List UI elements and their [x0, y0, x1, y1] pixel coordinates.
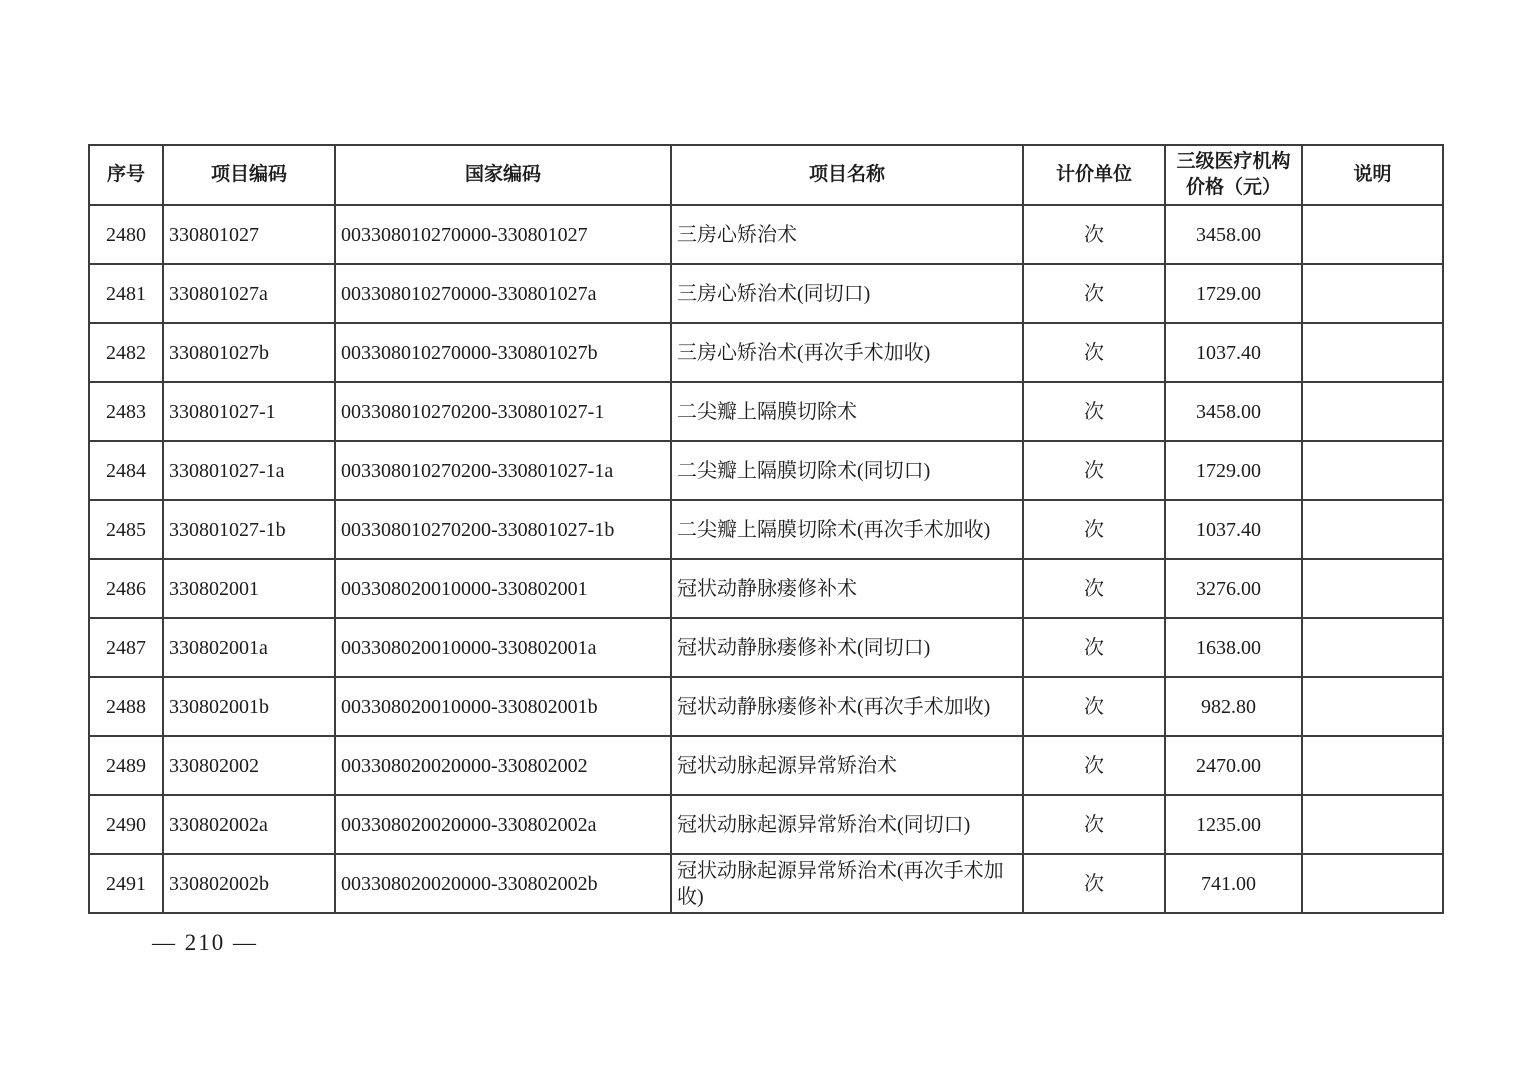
cell-unit: 次 — [1023, 205, 1165, 264]
cell-price: 741.00 — [1165, 854, 1302, 913]
cell-national_code: 003308020010000-330802001b — [335, 677, 671, 736]
cell-national_code: 003308010270200-330801027-1b — [335, 500, 671, 559]
table-row — [89, 854, 1443, 913]
table-row — [89, 323, 1443, 382]
cell-note — [1302, 677, 1443, 736]
cell-seq: 2491 — [89, 854, 163, 913]
cell-note — [1302, 736, 1443, 795]
cell-seq: 2485 — [89, 500, 163, 559]
cell-note — [1302, 205, 1443, 264]
cell-unit: 次 — [1023, 559, 1165, 618]
cell-name: 三房心矫治术(再次手术加收) — [671, 323, 1023, 382]
cell-name: 冠状动脉起源异常矫治术(再次手术加收) — [671, 854, 1023, 913]
cell-name: 冠状动脉起源异常矫治术 — [671, 736, 1023, 795]
cell-project_code: 330802002 — [163, 736, 335, 795]
cell-price: 3458.00 — [1165, 205, 1302, 264]
cell-project_code: 330802002b — [163, 854, 335, 913]
cell-project_code: 330801027 — [163, 205, 335, 264]
page-number: — 210 — — [152, 930, 258, 955]
table-row — [89, 500, 1443, 559]
cell-note — [1302, 854, 1443, 913]
table-row — [89, 264, 1443, 323]
cell-price: 1235.00 — [1165, 795, 1302, 854]
cell-price: 3276.00 — [1165, 559, 1302, 618]
cell-name: 冠状动脉起源异常矫治术(同切口) — [671, 795, 1023, 854]
cell-price: 3458.00 — [1165, 382, 1302, 441]
table-row — [89, 736, 1443, 795]
cell-project_code: 330801027b — [163, 323, 335, 382]
cell-national_code: 003308010270000-330801027a — [335, 264, 671, 323]
table-header — [89, 145, 1443, 205]
header-seq: 序号 — [89, 145, 163, 205]
table-row — [89, 559, 1443, 618]
header-project_code: 项目编码 — [163, 145, 335, 205]
cell-national_code: 003308020010000-330802001a — [335, 618, 671, 677]
cell-note — [1302, 559, 1443, 618]
cell-unit: 次 — [1023, 323, 1165, 382]
cell-project_code: 330801027-1 — [163, 382, 335, 441]
cell-national_code: 003308010270200-330801027-1a — [335, 441, 671, 500]
cell-seq: 2482 — [89, 323, 163, 382]
table-row — [89, 382, 1443, 441]
header-row — [89, 145, 1443, 205]
cell-national_code: 003308020020000-330802002b — [335, 854, 671, 913]
cell-price: 2470.00 — [1165, 736, 1302, 795]
cell-project_code: 330801027-1b — [163, 500, 335, 559]
cell-price: 982.80 — [1165, 677, 1302, 736]
cell-price: 1037.40 — [1165, 500, 1302, 559]
cell-project_code: 330801027a — [163, 264, 335, 323]
cell-unit: 次 — [1023, 795, 1165, 854]
cell-unit: 次 — [1023, 382, 1165, 441]
cell-unit: 次 — [1023, 677, 1165, 736]
cell-name: 二尖瓣上隔膜切除术(同切口) — [671, 441, 1023, 500]
cell-price: 1729.00 — [1165, 441, 1302, 500]
cell-unit: 次 — [1023, 500, 1165, 559]
table-row — [89, 677, 1443, 736]
table-row — [89, 205, 1443, 264]
cell-national_code: 003308010270200-330801027-1 — [335, 382, 671, 441]
cell-national_code: 003308010270000-330801027b — [335, 323, 671, 382]
cell-price: 1638.00 — [1165, 618, 1302, 677]
cell-price: 1037.40 — [1165, 323, 1302, 382]
cell-national_code: 003308020020000-330802002a — [335, 795, 671, 854]
cell-name: 三房心矫治术 — [671, 205, 1023, 264]
cell-note — [1302, 323, 1443, 382]
cell-seq: 2489 — [89, 736, 163, 795]
cell-name: 二尖瓣上隔膜切除术 — [671, 382, 1023, 441]
cell-name: 冠状动静脉瘘修补术(再次手术加收) — [671, 677, 1023, 736]
cell-seq: 2484 — [89, 441, 163, 500]
cell-name: 冠状动静脉瘘修补术(同切口) — [671, 618, 1023, 677]
cell-seq: 2487 — [89, 618, 163, 677]
cell-note — [1302, 500, 1443, 559]
header-name: 项目名称 — [671, 145, 1023, 205]
cell-seq: 2481 — [89, 264, 163, 323]
cell-national_code: 003308020010000-330802001 — [335, 559, 671, 618]
cell-unit: 次 — [1023, 854, 1165, 913]
cell-seq: 2483 — [89, 382, 163, 441]
cell-note — [1302, 618, 1443, 677]
medical-price-table — [88, 144, 1444, 914]
header-national_code: 国家编码 — [335, 145, 671, 205]
cell-seq: 2488 — [89, 677, 163, 736]
cell-seq: 2486 — [89, 559, 163, 618]
cell-note — [1302, 264, 1443, 323]
cell-note — [1302, 441, 1443, 500]
cell-project_code: 330801027-1a — [163, 441, 335, 500]
table-row — [89, 441, 1443, 500]
cell-national_code: 003308010270000-330801027 — [335, 205, 671, 264]
table-row — [89, 795, 1443, 854]
cell-project_code: 330802001 — [163, 559, 335, 618]
cell-national_code: 003308020020000-330802002 — [335, 736, 671, 795]
cell-project_code: 330802001a — [163, 618, 335, 677]
cell-seq: 2490 — [89, 795, 163, 854]
cell-unit: 次 — [1023, 264, 1165, 323]
cell-unit: 次 — [1023, 736, 1165, 795]
cell-unit: 次 — [1023, 618, 1165, 677]
cell-name: 三房心矫治术(同切口) — [671, 264, 1023, 323]
cell-price: 1729.00 — [1165, 264, 1302, 323]
cell-project_code: 330802001b — [163, 677, 335, 736]
table-body — [89, 205, 1443, 913]
cell-name: 冠状动静脉瘘修补术 — [671, 559, 1023, 618]
header-price: 三级医疗机构价格（元） — [1165, 145, 1302, 205]
cell-name: 二尖瓣上隔膜切除术(再次手术加收) — [671, 500, 1023, 559]
cell-unit: 次 — [1023, 441, 1165, 500]
table-row — [89, 618, 1443, 677]
cell-seq: 2480 — [89, 205, 163, 264]
cell-project_code: 330802002a — [163, 795, 335, 854]
header-unit: 计价单位 — [1023, 145, 1165, 205]
header-note: 说明 — [1302, 145, 1443, 205]
cell-note — [1302, 382, 1443, 441]
cell-note — [1302, 795, 1443, 854]
